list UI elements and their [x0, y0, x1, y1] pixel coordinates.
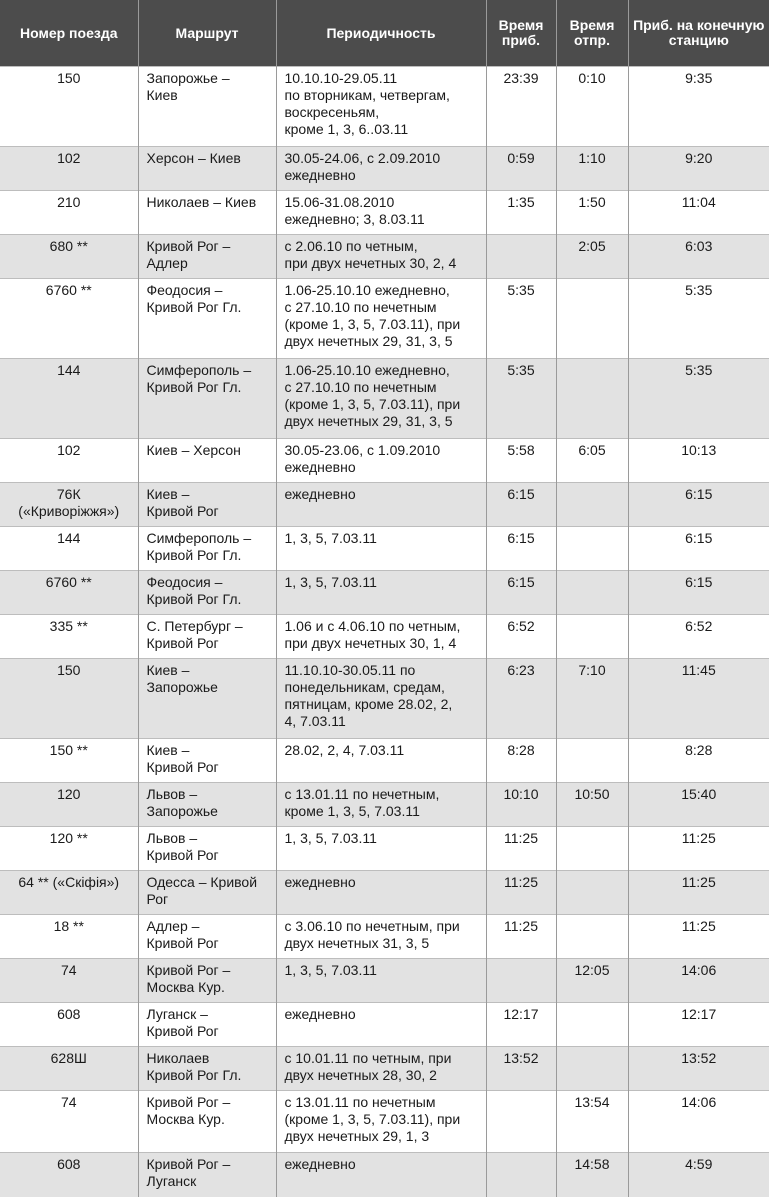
cell-final-arrival: 6:15	[628, 571, 769, 615]
cell-periodicity: с 3.06.10 по нечетным, при двух нечетных 31, 3, 5	[276, 915, 486, 959]
cell-route: Львов – Запорожье	[138, 783, 276, 827]
cell-arrival-time: 8:28	[486, 739, 556, 783]
cell-arrival-time	[486, 959, 556, 1003]
cell-periodicity: 1, 3, 5, 7.03.11	[276, 827, 486, 871]
cell-periodicity: с 10.01.11 по четным, при двух нечетных 28, 30, 2	[276, 1047, 486, 1091]
cell-arrival-time: 10:10	[486, 783, 556, 827]
cell-final-arrival: 6:52	[628, 615, 769, 659]
cell-arrival-time: 0:59	[486, 147, 556, 191]
table-row	[0, 191, 769, 235]
cell-train-number: 628Ш	[0, 1047, 138, 1091]
cell-train-number: 18 **	[0, 915, 138, 959]
cell-arrival-time: 13:52	[486, 1047, 556, 1091]
cell-departure-time: 13:54	[556, 1091, 628, 1153]
cell-departure-time	[556, 279, 628, 359]
cell-arrival-time: 1:35	[486, 191, 556, 235]
header-departure-time: Время отпр.	[556, 0, 628, 67]
cell-arrival-time	[486, 1153, 556, 1197]
header-final-arrival: Приб. на конечную станцию	[628, 0, 769, 67]
cell-train-number: 150	[0, 67, 138, 147]
cell-arrival-time	[486, 235, 556, 279]
cell-departure-time	[556, 527, 628, 571]
cell-final-arrival: 10:13	[628, 439, 769, 483]
cell-departure-time: 1:50	[556, 191, 628, 235]
cell-periodicity: 1.06-25.10.10 ежедневно, с 27.10.10 по нечетным (кроме 1, 3, 5, 7.03.11), при двух нечетных 29, 31, 3, 5	[276, 279, 486, 359]
cell-periodicity: ежедневно	[276, 1153, 486, 1197]
cell-periodicity: ежедневно	[276, 1003, 486, 1047]
cell-train-number: 64 ** («Скіфія»)	[0, 871, 138, 915]
cell-final-arrival: 11:04	[628, 191, 769, 235]
table-row	[0, 1091, 769, 1153]
cell-route: Львов – Кривой Рог	[138, 827, 276, 871]
cell-final-arrival: 6:15	[628, 483, 769, 527]
cell-periodicity: 10.10.10-29.05.11 по вторникам, четвергам, воскресеньям, кроме 1, 3, 6..03.11	[276, 67, 486, 147]
cell-departure-time	[556, 739, 628, 783]
header-route: Маршрут	[138, 0, 276, 67]
cell-route: Киев – Кривой Рог	[138, 483, 276, 527]
cell-departure-time: 0:10	[556, 67, 628, 147]
table-row	[0, 483, 769, 527]
table-row	[0, 527, 769, 571]
cell-departure-time	[556, 871, 628, 915]
cell-arrival-time: 5:58	[486, 439, 556, 483]
cell-final-arrival: 6:15	[628, 527, 769, 571]
cell-route: С. Петербург – Кривой Рог	[138, 615, 276, 659]
cell-train-number: 210	[0, 191, 138, 235]
cell-route: Симферополь – Кривой Рог Гл.	[138, 527, 276, 571]
cell-periodicity: ежедневно	[276, 871, 486, 915]
table-row	[0, 1003, 769, 1047]
cell-train-number: 6760 **	[0, 571, 138, 615]
cell-arrival-time: 5:35	[486, 279, 556, 359]
cell-train-number: 335 **	[0, 615, 138, 659]
cell-train-number: 680 **	[0, 235, 138, 279]
cell-periodicity: 1, 3, 5, 7.03.11	[276, 959, 486, 1003]
cell-departure-time: 12:05	[556, 959, 628, 1003]
cell-final-arrival: 15:40	[628, 783, 769, 827]
cell-arrival-time: 6:15	[486, 571, 556, 615]
cell-train-number: 608	[0, 1003, 138, 1047]
cell-route: Феодосия – Кривой Рог Гл.	[138, 279, 276, 359]
cell-arrival-time: 12:17	[486, 1003, 556, 1047]
cell-final-arrival: 11:25	[628, 871, 769, 915]
cell-final-arrival: 11:45	[628, 659, 769, 739]
cell-periodicity: с 13.01.11 по нечетным (кроме 1, 3, 5, 7.03.11), при двух нечетных 29, 1, 3	[276, 1091, 486, 1153]
cell-departure-time	[556, 915, 628, 959]
cell-train-number: 150 **	[0, 739, 138, 783]
cell-departure-time: 7:10	[556, 659, 628, 739]
cell-train-number: 76К («Криворіжжя»)	[0, 483, 138, 527]
cell-periodicity: 1.06-25.10.10 ежедневно, с 27.10.10 по нечетным (кроме 1, 3, 5, 7.03.11), при двух нечетных 29, 31, 3, 5	[276, 359, 486, 439]
cell-train-number: 6760 **	[0, 279, 138, 359]
cell-departure-time	[556, 359, 628, 439]
cell-final-arrival: 13:52	[628, 1047, 769, 1091]
cell-train-number: 150	[0, 659, 138, 739]
cell-final-arrival: 4:59	[628, 1153, 769, 1197]
cell-route: Феодосия – Кривой Рог Гл.	[138, 571, 276, 615]
cell-train-number: 74	[0, 959, 138, 1003]
cell-periodicity: 1, 3, 5, 7.03.11	[276, 571, 486, 615]
table-header	[0, 0, 769, 67]
table-row	[0, 871, 769, 915]
cell-train-number: 74	[0, 1091, 138, 1153]
cell-route: Киев – Кривой Рог	[138, 739, 276, 783]
cell-departure-time	[556, 483, 628, 527]
cell-periodicity: 15.06-31.08.2010 ежедневно; 3, 8.03.11	[276, 191, 486, 235]
cell-route: Запорожье – Киев	[138, 67, 276, 147]
cell-departure-time: 10:50	[556, 783, 628, 827]
cell-periodicity: 30.05-24.06, с 2.09.2010 ежедневно	[276, 147, 486, 191]
cell-departure-time: 2:05	[556, 235, 628, 279]
cell-arrival-time: 11:25	[486, 827, 556, 871]
cell-final-arrival: 8:28	[628, 739, 769, 783]
cell-periodicity: 28.02, 2, 4, 7.03.11	[276, 739, 486, 783]
header-arrival-time: Время приб.	[486, 0, 556, 67]
cell-route: Николаев – Киев	[138, 191, 276, 235]
cell-final-arrival: 5:35	[628, 359, 769, 439]
table-row	[0, 439, 769, 483]
cell-departure-time	[556, 1003, 628, 1047]
cell-route: Кривой Рог – Москва Кур.	[138, 1091, 276, 1153]
cell-train-number: 102	[0, 439, 138, 483]
table-row	[0, 827, 769, 871]
table-row	[0, 571, 769, 615]
cell-final-arrival: 11:25	[628, 827, 769, 871]
cell-route: Николаев Кривой Рог Гл.	[138, 1047, 276, 1091]
cell-train-number: 120	[0, 783, 138, 827]
cell-route: Луганск – Кривой Рог	[138, 1003, 276, 1047]
cell-arrival-time: 6:15	[486, 483, 556, 527]
table-row	[0, 959, 769, 1003]
cell-arrival-time: 6:23	[486, 659, 556, 739]
cell-arrival-time: 11:25	[486, 871, 556, 915]
cell-departure-time	[556, 615, 628, 659]
cell-departure-time	[556, 827, 628, 871]
table-row	[0, 235, 769, 279]
cell-departure-time: 6:05	[556, 439, 628, 483]
cell-final-arrival: 5:35	[628, 279, 769, 359]
cell-train-number: 144	[0, 527, 138, 571]
cell-final-arrival: 12:17	[628, 1003, 769, 1047]
cell-periodicity: 1.06 и с 4.06.10 по четным, при двух нечетных 30, 1, 4	[276, 615, 486, 659]
table-row	[0, 615, 769, 659]
cell-departure-time: 14:58	[556, 1153, 628, 1197]
cell-train-number: 102	[0, 147, 138, 191]
cell-route: Кривой Рог – Адлер	[138, 235, 276, 279]
cell-arrival-time: 6:15	[486, 527, 556, 571]
header-train-number: Номер поезда	[0, 0, 138, 67]
cell-route: Адлер – Кривой Рог	[138, 915, 276, 959]
cell-arrival-time: 5:35	[486, 359, 556, 439]
table-row	[0, 1153, 769, 1197]
cell-arrival-time: 11:25	[486, 915, 556, 959]
header-row	[0, 0, 769, 67]
cell-periodicity: с 2.06.10 по четным, при двух нечетных 30, 2, 4	[276, 235, 486, 279]
cell-route: Киев – Херсон	[138, 439, 276, 483]
cell-route: Одесса – Кривой Рог	[138, 871, 276, 915]
cell-periodicity: ежедневно	[276, 483, 486, 527]
cell-final-arrival: 11:25	[628, 915, 769, 959]
table-row	[0, 279, 769, 359]
cell-final-arrival: 6:03	[628, 235, 769, 279]
cell-arrival-time: 23:39	[486, 67, 556, 147]
cell-route: Херсон – Киев	[138, 147, 276, 191]
cell-periodicity: 30.05-23.06, с 1.09.2010 ежедневно	[276, 439, 486, 483]
cell-route: Кривой Рог – Москва Кур.	[138, 959, 276, 1003]
cell-periodicity: с 13.01.11 по нечетным, кроме 1, 3, 5, 7.03.11	[276, 783, 486, 827]
cell-route: Киев – Запорожье	[138, 659, 276, 739]
cell-train-number: 120 **	[0, 827, 138, 871]
cell-train-number: 144	[0, 359, 138, 439]
cell-final-arrival: 9:35	[628, 67, 769, 147]
cell-departure-time: 1:10	[556, 147, 628, 191]
cell-final-arrival: 9:20	[628, 147, 769, 191]
cell-final-arrival: 14:06	[628, 1091, 769, 1153]
cell-arrival-time	[486, 1091, 556, 1153]
table-row	[0, 147, 769, 191]
cell-arrival-time: 6:52	[486, 615, 556, 659]
header-periodicity: Периодичность	[276, 0, 486, 67]
cell-departure-time	[556, 571, 628, 615]
cell-route: Кривой Рог – Луганск	[138, 1153, 276, 1197]
table-row	[0, 739, 769, 783]
table-row	[0, 359, 769, 439]
cell-departure-time	[556, 1047, 628, 1091]
table-row	[0, 915, 769, 959]
cell-train-number: 608	[0, 1153, 138, 1197]
cell-final-arrival: 14:06	[628, 959, 769, 1003]
cell-route: Симферополь – Кривой Рог Гл.	[138, 359, 276, 439]
table-row	[0, 783, 769, 827]
table-body	[0, 67, 769, 1197]
cell-periodicity: 11.10.10-30.05.11 по понедельникам, средам, пятницам, кроме 28.02, 2, 4, 7.03.11	[276, 659, 486, 739]
cell-periodicity: 1, 3, 5, 7.03.11	[276, 527, 486, 571]
table-row	[0, 67, 769, 147]
table-row	[0, 1047, 769, 1091]
table-row	[0, 659, 769, 739]
